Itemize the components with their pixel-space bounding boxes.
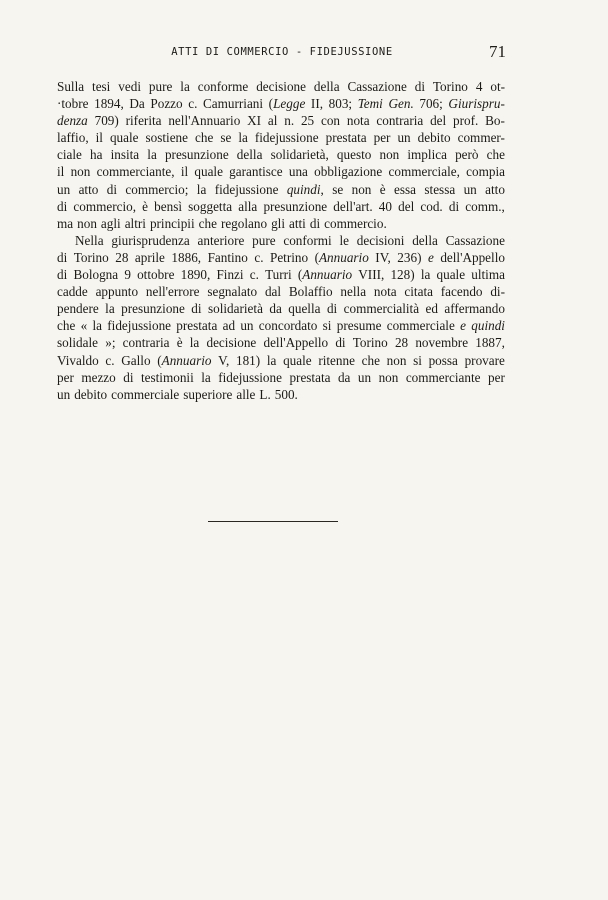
paragraph-1 xyxy=(57,78,505,232)
text-line: Nella giurisprudenza anteriore pure conformi le decisioni della Cassazione xyxy=(75,232,505,248)
paragraph-2 xyxy=(57,232,505,403)
text-line: solidale »; contraria è la decisione dell'Appello di Torino 28 novembre 1887, xyxy=(57,335,505,351)
text-line: un atto di commercio; la fidejussione quindi, se non è essa stessa un atto xyxy=(57,181,505,197)
body-text xyxy=(57,78,505,403)
text-line: denza 709) riferita nell'Annuario XI al n. 25 con nota contraria del prof. Bo- xyxy=(57,113,505,129)
running-title: ATTI DI COMMERCIO - FIDEJUSSIONE xyxy=(171,46,393,58)
text-line: pendere la presunzione di solidarietà da quella di commercialità ed affermando xyxy=(57,301,505,317)
page-number: 71 xyxy=(489,42,506,61)
text-line: Sulla tesi vedi pure la conforme decisione della Cassazione di Torino 4 ot- xyxy=(57,79,505,94)
text-line: un debito commerciale superiore alle L. 500. xyxy=(57,386,298,402)
text-line: di commercio, è bensì soggetta alla presunzione dell'art. 40 del cod. di comm., xyxy=(57,198,505,214)
text-line: cadde appunto nell'errore segnalato dal Bolaffio nella nota citata facendo di- xyxy=(57,284,505,300)
section-end-rule xyxy=(208,521,338,522)
text-line: ciale ha insita la presunzione della solidarietà, questo non implica però che xyxy=(57,147,505,163)
text-line: Vivaldo c. Gallo (Annuario V, 181) la quale ritenne che non si possa provare xyxy=(57,352,505,368)
text-line: laffio, il quale sostiene che se la fidejussione prestata per un debito commer- xyxy=(57,130,505,146)
page-header xyxy=(58,44,506,64)
text-line: ma non agli altri principii che regolano gli atti di commercio. xyxy=(57,215,387,231)
text-line: che « la fidejussione prestata ad un concordato si presume commerciale e quindi xyxy=(57,318,505,334)
text-line: di Bologna 9 ottobre 1890, Finzi c. Turri (Annuario VIII, 128) la quale ultima xyxy=(57,267,505,283)
text-line: il non commerciante, il quale garantisce una obbligazione commerciale, compia xyxy=(57,164,505,180)
text-line: ·tobre 1894, Da Pozzo c. Camurriani (Legge II, 803; Temi Gen. 706; Giurispru- xyxy=(57,96,505,112)
text-line: di Torino 28 aprile 1886, Fantino c. Petrino (Annuario IV, 236) e dell'Appello xyxy=(57,249,505,265)
text-line: per mezzo di testimonii la fidejussione prestata da un non commerciante per xyxy=(57,369,505,385)
